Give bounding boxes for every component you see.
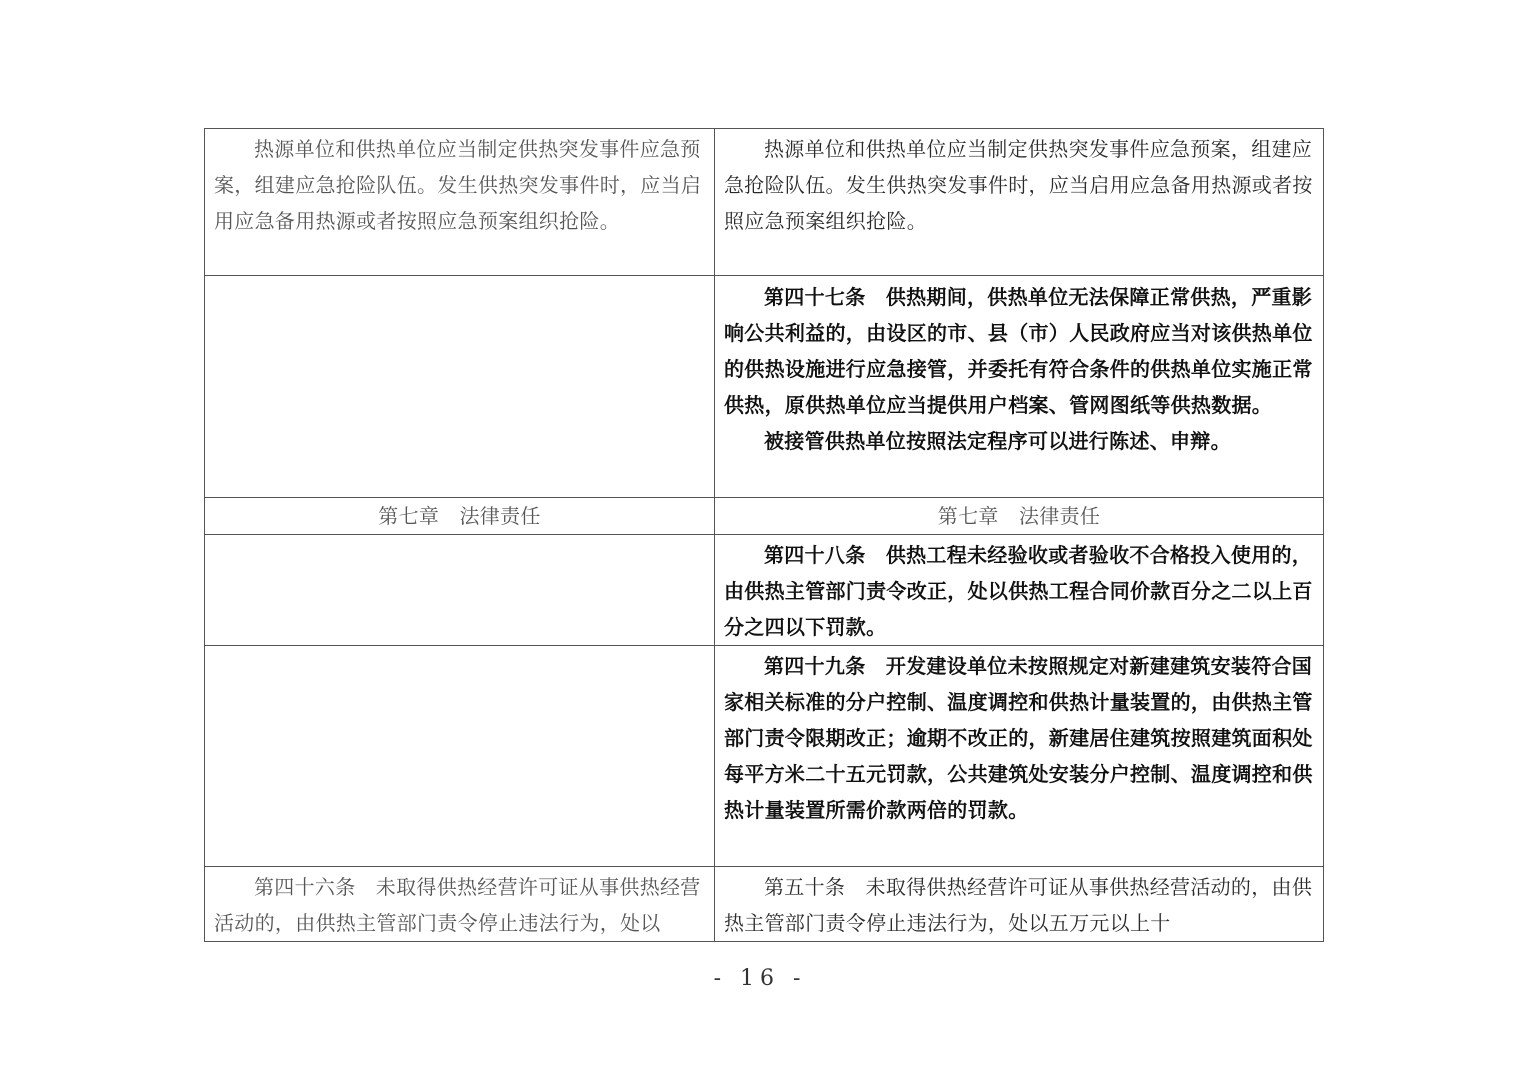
- new-paragraph: 热源单位和供热单位应当制定供热突发事件应急预案，组建应急抢险队伍。发生供热突发事件时，应当启用应急备用热源或者按照应急预案组织抢险。: [724, 137, 1313, 233]
- article-number: 第五十条: [764, 875, 846, 899]
- article-number: 第四十七条: [764, 285, 866, 309]
- table-row: [205, 276, 1324, 498]
- new-text-cell: [715, 646, 1324, 867]
- page-number: - 16 -: [713, 966, 807, 991]
- new-paragraph-2: 被接管供热单位按照法定程序可以进行陈述、申辩。: [764, 429, 1231, 453]
- new-chapter-cell: [715, 498, 1324, 535]
- new-paragraph: [724, 279, 1314, 423]
- old-chapter-cell: [205, 498, 715, 535]
- article-text: 未取得供热经营许可证从事供热经营活动的，由供热主管部门责令停止违法行为，处以五万元以上十: [724, 875, 1313, 935]
- chapter-row: [205, 498, 1324, 535]
- table-row: [205, 867, 1324, 942]
- new-text-cell: [715, 129, 1324, 276]
- new-paragraph: [724, 537, 1314, 645]
- old-text-cell-empty: [205, 535, 715, 646]
- new-text-cell: [715, 276, 1324, 498]
- old-text-cell: [205, 867, 715, 942]
- old-text-cell-empty: [205, 646, 715, 867]
- article-text: 开发建设单位未按照规定对新建建筑安装符合国家相关标准的分户控制、温度调控和供热计量装置的，由供热主管部门责令限期改正；逾期不改正的，新建居住建筑按照建筑面积处每平方米二十五元罚款，公共建筑处安装分户控制、温度调控和供热计量装置所需价款两倍的罚款。: [724, 654, 1313, 822]
- new-text-cell: [715, 535, 1324, 646]
- comparison-table: [204, 128, 1324, 942]
- new-text-cell: [715, 867, 1324, 942]
- table-row: [205, 646, 1324, 867]
- old-paragraph: 热源单位和供热单位应当制定供热突发事件应急预案，组建应急抢险队伍。发生供热突发事件时，应当启用应急备用热源或者按照应急预案组织抢险。: [214, 137, 702, 233]
- article-text: 供热期间，供热单位无法保障正常供热，严重影响公共利益的，由设区的市、县（市）人民政府应当对该供热单位的供热设施进行应急接管，并委托有符合条件的供热单位实施正常供热，原供热单位应当提供用户档案、管网图纸等供热数据。: [724, 285, 1313, 417]
- article-number: 第四十九条: [764, 654, 866, 678]
- table-row: [205, 129, 1324, 276]
- table-row: [205, 535, 1324, 646]
- chapter-heading: 第七章 法律责任: [937, 504, 1101, 528]
- new-paragraph: [724, 648, 1314, 828]
- article-number: 第四十八条: [764, 543, 866, 567]
- old-paragraph: 第四十六条 未取得供热经营许可证从事供热经营活动的，由供热主管部门责令停止违法行为，处以: [214, 875, 701, 935]
- new-paragraph: [724, 869, 1314, 941]
- article-text: 供热工程未经验收或者验收不合格投入使用的，由供热主管部门责令改正，处以供热工程合同价款百分之二以上百分之四以下罚款。: [724, 543, 1313, 639]
- chapter-heading: 第七章 法律责任: [378, 504, 541, 528]
- old-text-cell: [205, 129, 715, 276]
- old-text-cell-empty: [205, 276, 715, 498]
